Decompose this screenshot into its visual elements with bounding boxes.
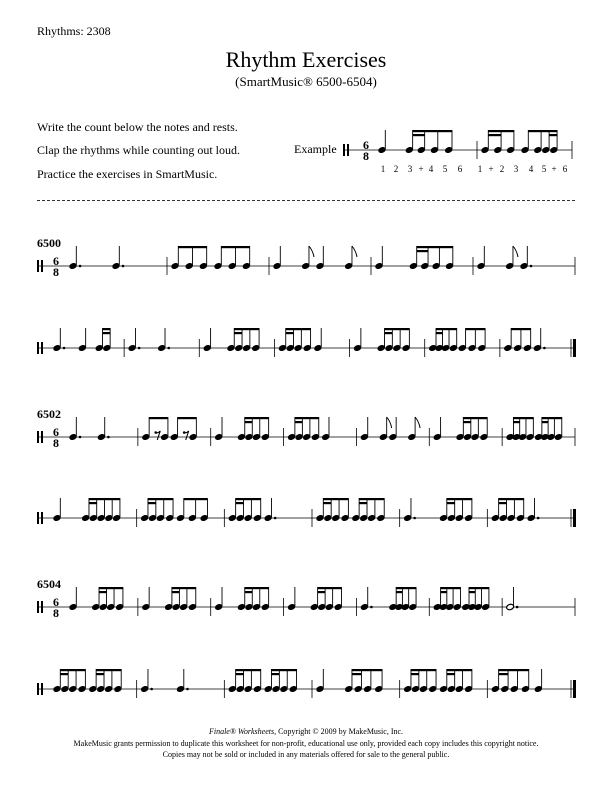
- count-label: +: [551, 164, 557, 174]
- exercise-number-6504: 6504: [37, 577, 61, 591]
- count-label: 4: [428, 164, 434, 174]
- beam: [466, 328, 486, 330]
- percussion-clef-bar: [41, 342, 43, 354]
- beam: [148, 498, 173, 500]
- beam: [488, 134, 501, 136]
- final-barline-thick: [573, 339, 576, 357]
- time-signature-top: 6: [53, 595, 59, 609]
- beam: [178, 246, 206, 248]
- eighth-flag: [309, 246, 314, 257]
- page-subtitle: (SmartMusic® 6500-6504): [235, 74, 377, 89]
- augmentation-dot: [138, 347, 141, 350]
- percussion-clef-bar: [41, 431, 43, 443]
- percussion-clef-bar: [37, 683, 39, 695]
- beam: [441, 591, 447, 593]
- count-label: 5: [541, 164, 547, 174]
- count-label: +: [488, 164, 494, 174]
- beam: [385, 332, 393, 334]
- beam: [499, 502, 507, 504]
- exercise-number-6502: 6502: [37, 407, 61, 421]
- page-title: Rhythm Exercises: [225, 47, 387, 72]
- count-label: 1: [477, 164, 483, 174]
- beam: [295, 421, 303, 423]
- count-label: 6: [457, 164, 463, 174]
- time-signature-bottom: 8: [363, 149, 369, 163]
- beam: [463, 421, 471, 423]
- footer-permission: MakeMusic grants permission to duplicate this worksheet for non-profit, educational use only, provided each copy includes this copyright notice.: [73, 739, 539, 748]
- beam: [549, 134, 557, 136]
- instruction-3: Practice the exercises in SmartMusic.: [37, 167, 218, 181]
- augmentation-dot: [79, 436, 82, 439]
- time-signature-bottom: 8: [53, 265, 59, 279]
- augmentation-dot: [122, 265, 125, 268]
- beam: [245, 421, 253, 423]
- percussion-clef-bar: [41, 601, 43, 613]
- beam: [245, 591, 253, 593]
- beam: [447, 673, 455, 675]
- footer-restriction: Copies may not be sold or included in any materials offered for sale to the general public.: [162, 750, 450, 759]
- augmentation-dot: [516, 606, 519, 609]
- beam: [488, 130, 514, 132]
- time-signature-top: 6: [363, 138, 369, 152]
- beam: [359, 502, 367, 504]
- beam: [511, 328, 531, 330]
- beam: [245, 417, 269, 419]
- time-signature-top: 6: [53, 254, 59, 268]
- count-label: 3: [513, 164, 519, 174]
- beam: [436, 332, 443, 334]
- count-label: 4: [528, 164, 534, 174]
- instruction-1: Write the count below the notes and rests.: [37, 120, 238, 134]
- beam: [542, 421, 548, 423]
- beam: [60, 669, 85, 671]
- time-signature-bottom: 8: [53, 436, 59, 450]
- beam: [411, 673, 419, 675]
- beam: [96, 673, 104, 675]
- time-signature-top: 6: [53, 425, 59, 439]
- beam: [318, 591, 326, 593]
- beam: [236, 669, 261, 671]
- beam: [184, 498, 208, 500]
- beam: [441, 587, 461, 589]
- beam: [542, 417, 562, 419]
- beam: [103, 332, 111, 334]
- beam: [234, 332, 242, 334]
- augmentation-dot: [530, 265, 533, 268]
- eighth-rest-dot: [183, 431, 186, 434]
- beam: [463, 417, 487, 419]
- percussion-clef-bar: [41, 683, 43, 695]
- count-label: 2: [499, 164, 505, 174]
- beam: [323, 498, 348, 500]
- beam: [447, 669, 472, 671]
- beam: [234, 328, 259, 330]
- count-label: 2: [393, 164, 399, 174]
- beam: [178, 417, 197, 419]
- beam: [417, 250, 428, 252]
- exercise-number-6500: 6500: [37, 236, 61, 250]
- time-signature-bottom: 8: [53, 606, 59, 620]
- beam: [99, 587, 123, 589]
- percussion-clef-bar: [37, 260, 39, 272]
- percussion-clef-bar: [37, 431, 39, 443]
- eighth-flag: [387, 417, 392, 428]
- footer-copyright: [0, 727, 612, 736]
- beam: [103, 328, 111, 330]
- beam: [323, 502, 331, 504]
- beam: [295, 417, 319, 419]
- beam: [148, 502, 156, 504]
- augmentation-dot: [370, 606, 373, 609]
- beam: [499, 673, 508, 675]
- beam: [271, 673, 279, 675]
- percussion-clef-bar: [343, 144, 345, 156]
- eighth-flag: [513, 246, 518, 257]
- beam: [60, 673, 68, 675]
- footer-product-name: Finale® Worksheets: [208, 727, 275, 736]
- beam: [396, 587, 416, 589]
- beam: [469, 587, 489, 589]
- example-label: Example: [294, 142, 337, 156]
- beam: [271, 669, 296, 671]
- count-label: 5: [442, 164, 448, 174]
- percussion-clef-bar: [37, 342, 39, 354]
- eighth-flag: [352, 246, 357, 257]
- beam: [413, 134, 425, 136]
- beam: [221, 246, 249, 248]
- percussion-clef-bar: [37, 601, 39, 613]
- augmentation-dot: [167, 347, 170, 350]
- augmentation-dot: [186, 688, 189, 691]
- instruction-2: Clap the rhythms while counting out loud.: [37, 143, 240, 157]
- beam: [318, 587, 342, 589]
- beam: [411, 669, 436, 671]
- augmentation-dot: [63, 347, 66, 350]
- beam: [528, 130, 557, 132]
- beam: [469, 591, 475, 593]
- beam: [89, 502, 97, 504]
- beam: [236, 498, 261, 500]
- count-label: 3: [407, 164, 413, 174]
- beam: [89, 498, 120, 500]
- beam: [499, 498, 524, 500]
- beam: [417, 246, 453, 248]
- beam: [385, 328, 410, 330]
- percussion-clef-bar: [37, 512, 39, 524]
- beam: [359, 498, 384, 500]
- count-label: 6: [562, 164, 568, 174]
- beam: [447, 498, 472, 500]
- beam: [236, 673, 244, 675]
- beam: [286, 332, 294, 334]
- eighth-rest-dot: [154, 431, 157, 434]
- augmentation-dot: [413, 517, 416, 520]
- percussion-clef-bar: [347, 144, 349, 156]
- beam: [513, 421, 519, 423]
- final-barline-thick: [573, 509, 576, 527]
- percussion-clef-bar: [41, 512, 43, 524]
- beam: [436, 328, 457, 330]
- count-label: 1: [380, 164, 386, 174]
- augmentation-dot: [274, 517, 277, 520]
- count-label: +: [418, 164, 424, 174]
- beam: [172, 587, 196, 589]
- final-barline-thick: [573, 680, 576, 698]
- beam: [352, 669, 382, 671]
- beam: [447, 502, 455, 504]
- augmentation-dot: [150, 688, 153, 691]
- beam: [396, 591, 402, 593]
- footer-copyright-text: , Copyright © 2009 by MakeMusic, Inc.: [274, 727, 404, 736]
- percussion-clef-bar: [41, 260, 43, 272]
- beam: [352, 673, 361, 675]
- beam: [286, 328, 311, 330]
- beam: [413, 130, 452, 132]
- augmentation-dot: [107, 436, 110, 439]
- beam: [96, 669, 121, 671]
- beam: [236, 502, 244, 504]
- beam: [172, 591, 180, 593]
- augmentation-dot: [79, 265, 82, 268]
- eighth-flag: [415, 417, 420, 428]
- beam: [513, 417, 533, 419]
- augmentation-dot: [543, 347, 546, 350]
- beam: [149, 417, 168, 419]
- beam: [99, 591, 107, 593]
- beam: [499, 669, 529, 671]
- augmentation-dot: [537, 517, 540, 520]
- beam: [245, 587, 269, 589]
- worksheet-tag: Rhythms: 2308: [37, 24, 111, 38]
